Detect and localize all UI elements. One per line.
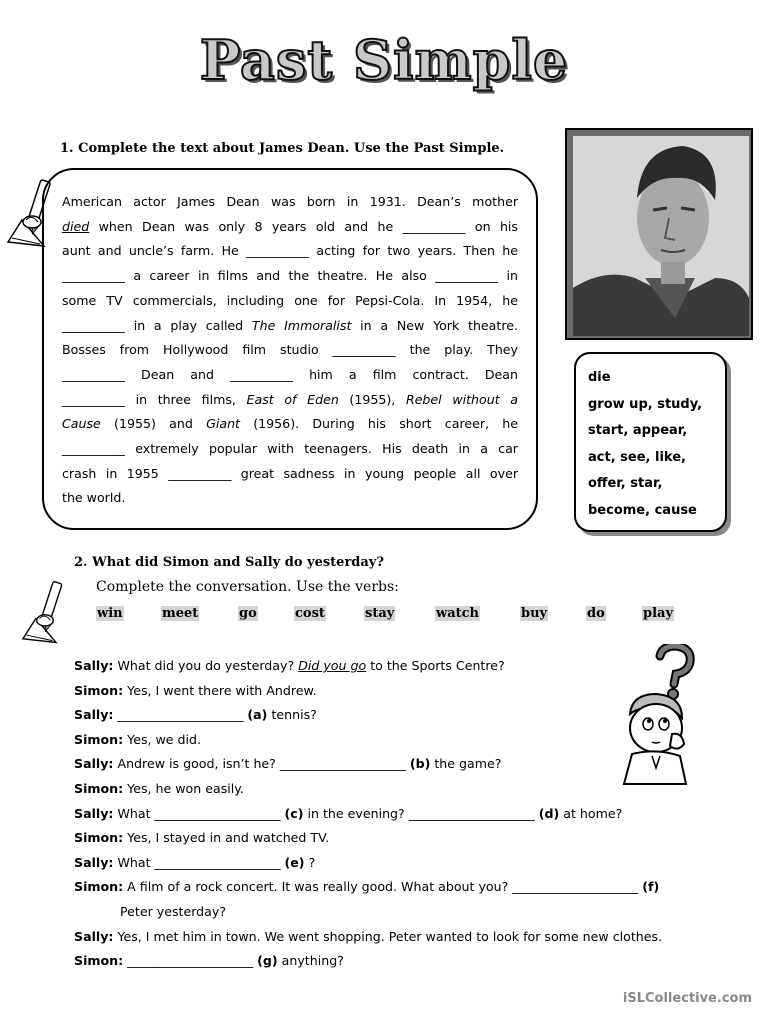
text-segment: Yes, we did. bbox=[123, 731, 202, 747]
verb-list bbox=[96, 606, 686, 624]
text-segment: Yes, I met him in town. We went shopping. Peter wanted to look for some new clothes. bbox=[113, 928, 663, 944]
text-line bbox=[62, 314, 518, 339]
exercise-1-heading: 1. Complete the text about James Dean. Use the Past Simple. bbox=[60, 141, 505, 156]
text-segment: Bosses from Hollywood film studio __________ the play. They bbox=[62, 342, 518, 358]
speaker-label: Simon: bbox=[74, 731, 124, 747]
text-segment: some TV commercials, including one for Pepsi-Cola. In 1954, he bbox=[62, 292, 518, 308]
speaker-label: Simon: bbox=[74, 953, 124, 969]
speaker-label: (f) bbox=[642, 879, 660, 895]
verb-item: stay bbox=[365, 606, 395, 621]
text-segment: ____________________ bbox=[123, 953, 258, 969]
text-segment: to the Sports Centre? bbox=[366, 658, 505, 673]
text-segment: What ____________________ bbox=[113, 805, 285, 821]
text-segment: in a New York theatre. bbox=[351, 317, 518, 333]
text-line bbox=[62, 289, 518, 314]
question-mark-icon bbox=[660, 646, 690, 699]
dialogue-line bbox=[74, 925, 714, 950]
speaker-label: Sally: bbox=[74, 854, 114, 870]
dialogue-line bbox=[74, 802, 714, 827]
text-line bbox=[62, 363, 518, 388]
text-segment: Cause bbox=[62, 416, 101, 432]
text-segment: ____________________ bbox=[113, 707, 248, 723]
dialogue-line bbox=[74, 826, 714, 851]
text-line bbox=[62, 239, 518, 264]
speaker-label: Sally: bbox=[74, 756, 114, 772]
verb-item: meet bbox=[162, 606, 199, 621]
word-box-item: become, cause bbox=[588, 502, 697, 518]
james-dean-text-box bbox=[42, 168, 538, 530]
text-segment: Yes, I stayed in and watched TV. bbox=[123, 830, 330, 846]
dialogue-line bbox=[74, 851, 714, 876]
text-segment: Did you go bbox=[298, 658, 367, 673]
text-segment: crash in 1955 __________ great sadness in young people all over bbox=[62, 465, 518, 481]
speaker-label: (b) bbox=[409, 756, 431, 772]
text-segment: the game? bbox=[430, 756, 502, 772]
text-segment: (1956). During his short career, he bbox=[240, 416, 518, 432]
speaker-label: (a) bbox=[247, 707, 268, 723]
text-line bbox=[62, 388, 518, 413]
text-segment: ? bbox=[304, 854, 316, 870]
text-segment: __________ in three films, bbox=[62, 391, 247, 407]
text-segment: at home? bbox=[559, 805, 623, 821]
word-box-item: grow up, study, bbox=[588, 396, 703, 412]
verb-item: go bbox=[239, 606, 257, 621]
text-line bbox=[62, 215, 518, 240]
speaker-label: (g) bbox=[257, 953, 278, 969]
text-segment: __________ in a play called bbox=[62, 317, 252, 333]
text-segment: the world. bbox=[62, 490, 126, 506]
word-box-item: die bbox=[588, 370, 611, 385]
page-title: Past Simple bbox=[199, 28, 569, 92]
speaker-label: Simon: bbox=[74, 780, 124, 796]
text-segment: Rebel without a bbox=[405, 391, 518, 407]
text-line bbox=[62, 486, 518, 511]
text-segment: Andrew is good, isn’t he? ____________________ bbox=[113, 756, 410, 772]
text-segment: __________ Dean and __________ him a film contract. Dean bbox=[62, 366, 518, 382]
dialogue-line bbox=[74, 949, 714, 974]
speaker-label: Sally: bbox=[74, 658, 114, 673]
text-segment: Yes, I went there with Andrew. bbox=[123, 682, 317, 698]
site-watermark: iSLCollective.com bbox=[622, 991, 752, 1006]
speaker-label: (d) bbox=[538, 805, 560, 821]
text-segment: (1955), bbox=[338, 391, 406, 407]
text-segment: when Dean was only 8 years old and he __________ on his bbox=[89, 218, 518, 234]
speaker-label: Sally: bbox=[74, 805, 114, 821]
text-segment: anything? bbox=[277, 953, 344, 969]
speaker-label: Sally: bbox=[74, 928, 114, 944]
text-segment: What ____________________ bbox=[113, 854, 285, 870]
text-segment: __________ a career in films and the theatre. He also __________ in bbox=[62, 268, 518, 284]
verb-item: win bbox=[97, 606, 123, 621]
text-segment: (1955) and bbox=[100, 416, 207, 432]
pencil-writing-icon bbox=[18, 578, 72, 648]
text-segment: Peter yesterday? bbox=[120, 903, 227, 919]
text-segment: tennis? bbox=[267, 707, 317, 723]
exercise-2-heading: 2. What did Simon and Sally do yesterday? bbox=[74, 555, 384, 570]
verb-item: do bbox=[587, 606, 605, 621]
text-segment: American actor James Dean was born in 1931. Dean’s mother bbox=[62, 194, 518, 209]
dialogue-line bbox=[74, 875, 714, 900]
speaker-label: (c) bbox=[284, 805, 304, 821]
text-line bbox=[62, 190, 518, 215]
thinking-boy-illustration bbox=[612, 644, 702, 786]
james-dean-photo bbox=[565, 128, 753, 340]
word-box-item: start, appear, bbox=[588, 423, 688, 439]
speaker-label: Simon: bbox=[74, 879, 124, 895]
text-line bbox=[62, 264, 518, 289]
text-line bbox=[62, 462, 518, 487]
text-segment: aunt and uncle’s farm. He __________ acting for two years. Then he bbox=[62, 243, 518, 259]
text-line bbox=[62, 412, 518, 437]
speaker-label: Simon: bbox=[74, 830, 124, 846]
word-box-item: act, see, like, bbox=[588, 449, 686, 465]
text-segment: A film of a rock concert. It was really good. What about you? ____________________ bbox=[123, 879, 643, 895]
text-line bbox=[62, 437, 518, 462]
dialogue-line bbox=[74, 900, 714, 925]
verb-item: buy bbox=[521, 606, 548, 621]
text-segment: The Immoralist bbox=[251, 317, 352, 333]
text-segment: died bbox=[62, 218, 90, 234]
text-segment: Giant bbox=[206, 416, 240, 432]
text-segment: in the evening? ____________________ bbox=[303, 805, 539, 821]
text-segment: __________ extremely popular with teenagers. His death in a car bbox=[62, 441, 518, 457]
speaker-label: (e) bbox=[284, 854, 305, 870]
text-segment: East of Eden bbox=[246, 391, 339, 407]
speaker-label: Simon: bbox=[74, 682, 124, 698]
text-segment: What did you do yesterday? bbox=[113, 658, 299, 673]
speaker-label: Sally: bbox=[74, 707, 114, 723]
word-box-item: offer, star, bbox=[588, 476, 663, 492]
text-line bbox=[62, 338, 518, 363]
verb-item: play bbox=[643, 606, 674, 621]
verb-word-box bbox=[574, 352, 727, 532]
verb-item: watch bbox=[436, 606, 479, 621]
exercise-2-instruction: Complete the conversation. Use the verbs: bbox=[96, 579, 399, 595]
text-segment: Yes, he won easily. bbox=[123, 780, 244, 796]
verb-item: cost bbox=[295, 606, 325, 621]
